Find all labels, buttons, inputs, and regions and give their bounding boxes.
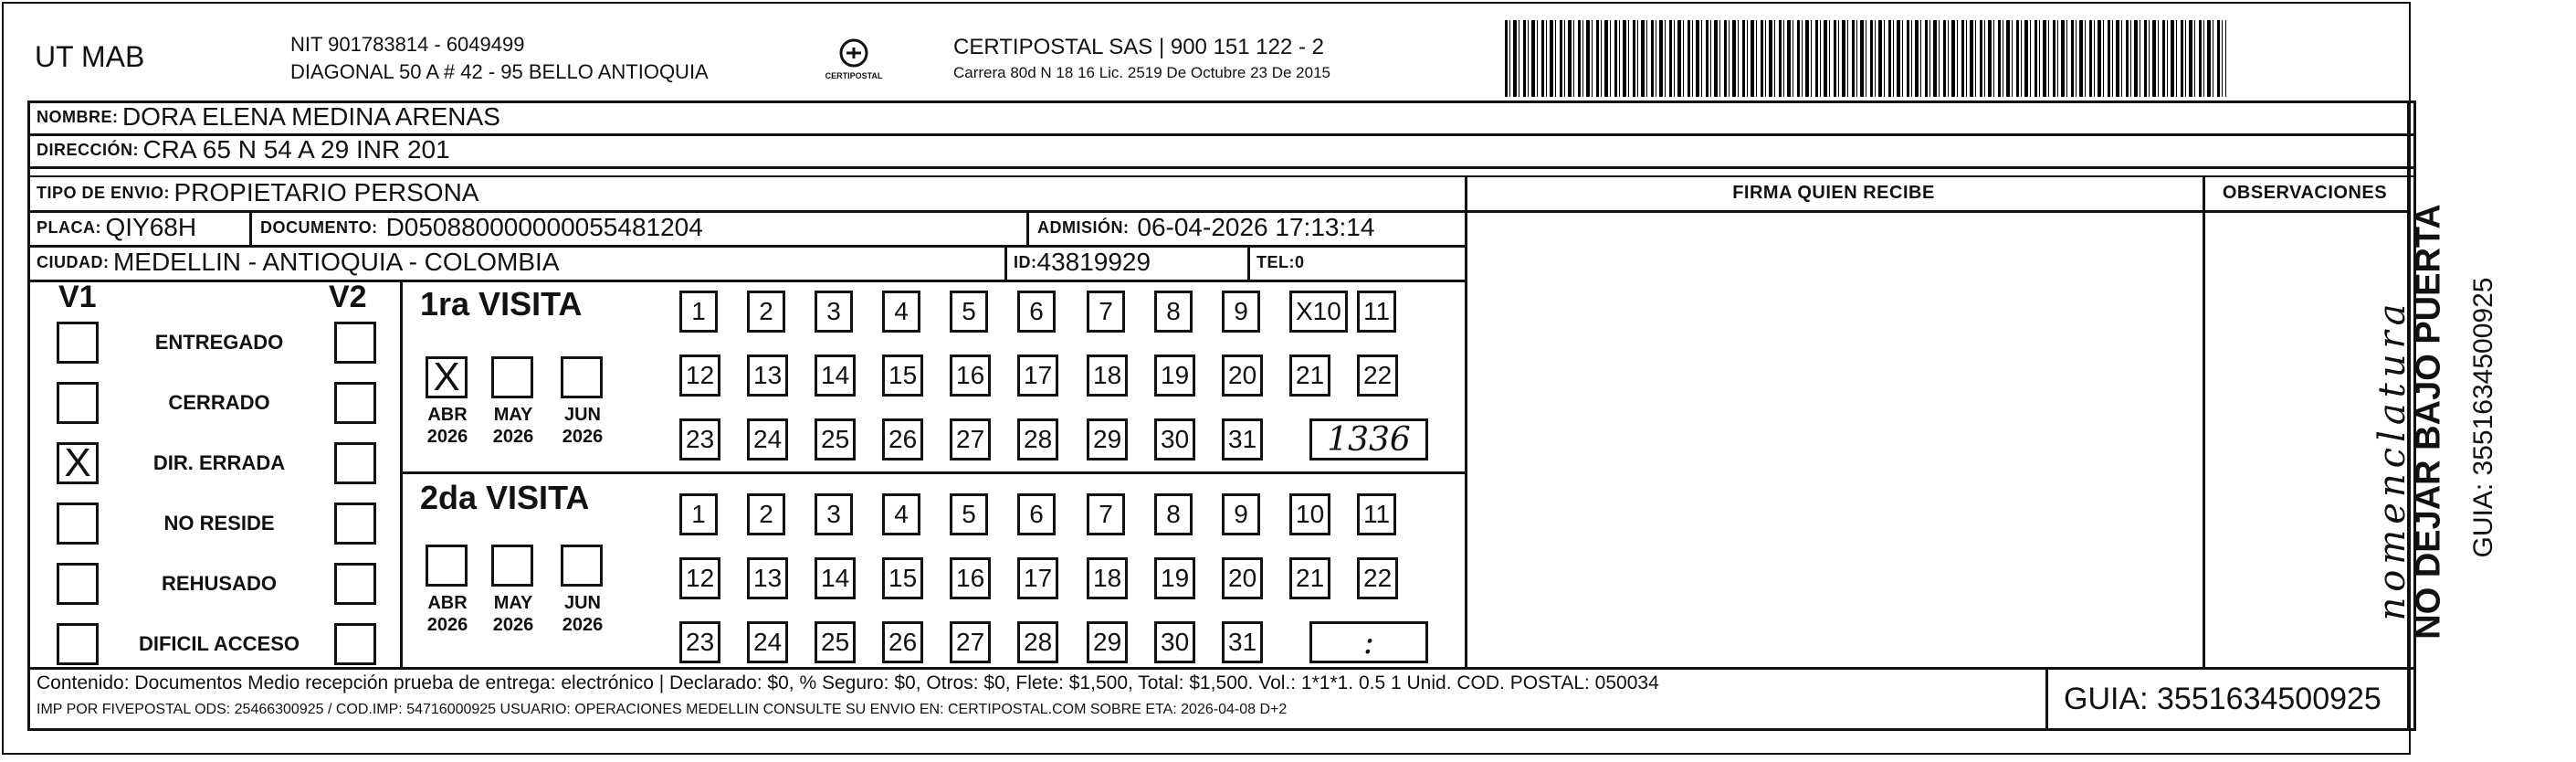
status-v1-checkbox[interactable]: X (57, 442, 99, 484)
footer-line1: Contenido: Documentos Medio recepción prueba de entrega: electrónico | Declarado: $0, % Seguro: $0, Otros: $0, Flete: $1,500, Total: $1,500. Vol.: 1*1*1. 0.5 1 Unid. COD. POSTAL: 050034 (37, 672, 1659, 693)
visit1-month-label: ABR (427, 405, 468, 425)
visit1-day-box[interactable]: 23 (679, 418, 720, 460)
visit2-day-box[interactable]: 21 (1289, 557, 1330, 599)
visit2-day-box[interactable]: 14 (815, 557, 856, 599)
status-label: DIR. ERRADA (152, 451, 286, 474)
visit1-title: 1ra VISITA (420, 285, 583, 323)
visit2-day-box[interactable]: 31 (1222, 621, 1263, 663)
visit2-day-box[interactable]: 17 (1017, 557, 1058, 599)
visit1-day-box[interactable]: 31 (1222, 418, 1263, 460)
visit2-day-box[interactable]: 27 (950, 621, 991, 663)
visit1-day-box[interactable]: 5 (950, 291, 988, 333)
visit2-month-checkbox[interactable] (426, 545, 468, 587)
visit1-day-box[interactable]: 14 (815, 355, 856, 397)
admision-label: ADMISIÓN: (1037, 217, 1130, 237)
sender-address: DIAGONAL 50 A # 42 - 95 BELLO ANTIOQUIA (290, 60, 709, 83)
visit2-day-box[interactable]: 3 (815, 493, 853, 535)
sender-nit: NIT 901783814 - 6049499 (290, 33, 525, 56)
status-v2-checkbox[interactable] (334, 442, 376, 484)
status-v2-checkbox[interactable] (334, 322, 376, 364)
visit2-day-box[interactable]: 16 (950, 557, 991, 599)
status-v1-checkbox[interactable] (57, 563, 99, 605)
status-v1-checkbox[interactable] (57, 623, 99, 665)
admision-value: 06-04-2026 17:13:14 (1137, 213, 1375, 241)
admision-cell (1037, 210, 1374, 245)
visit2-day-box[interactable]: 15 (882, 557, 923, 599)
visit1-day-box[interactable]: 29 (1087, 418, 1128, 460)
visit1-day-box[interactable]: 27 (950, 418, 991, 460)
visit1-month-label: JUN (563, 405, 601, 425)
nombre-row (37, 101, 500, 133)
visit1-day-box[interactable]: 7 (1087, 291, 1125, 333)
visit2-day-box[interactable]: 10 (1289, 493, 1330, 535)
status-label: ENTREGADO (154, 331, 284, 354)
visit2-day-box[interactable]: 1 (679, 493, 718, 535)
visit1-day-box[interactable]: 25 (815, 418, 856, 460)
visit2-day-box[interactable]: 8 (1154, 493, 1193, 535)
visit1-day-box[interactable]: 20 (1222, 355, 1263, 397)
visit1-day-box[interactable]: 18 (1087, 355, 1128, 397)
company-name: CERTIPOSTAL SAS | 900 151 122 - 2 (953, 35, 1324, 59)
visit1-month-label: MAY (493, 405, 533, 425)
status-v2-checkbox[interactable] (334, 563, 376, 605)
visit2-day-box[interactable]: 9 (1222, 493, 1260, 535)
visit1-day-box[interactable]: 4 (882, 291, 920, 333)
ciudad-label: CIUDAD: (37, 252, 110, 271)
visit1-day-box[interactable]: 9 (1222, 291, 1260, 333)
status-v2-checkbox[interactable] (334, 503, 376, 545)
visit2-day-box[interactable]: 30 (1154, 621, 1195, 663)
status-v1-checkbox[interactable] (57, 322, 99, 364)
barcode-icon (1505, 20, 2226, 97)
visit1-month-checkbox[interactable] (491, 356, 533, 398)
visit1-day-box[interactable]: 12 (679, 355, 720, 397)
status-label: REHUSADO (162, 572, 277, 595)
nombre-label: NOMBRE: (37, 107, 119, 126)
visit1-month-year: 2026 (562, 427, 604, 447)
visit1-day-box[interactable]: 17 (1017, 355, 1058, 397)
status-v1-checkbox[interactable] (57, 382, 99, 424)
visit2-month-label: MAY (493, 593, 533, 613)
visit1-day-box[interactable]: X10 (1289, 291, 1348, 333)
visit2-day-box[interactable]: 22 (1357, 557, 1398, 599)
tel-cell (1256, 245, 1305, 280)
visit2-day-box[interactable]: 23 (679, 621, 720, 663)
id-cell (1014, 245, 1151, 280)
visit2-day-box[interactable]: 24 (747, 621, 788, 663)
v1-label: V1 (58, 280, 97, 314)
id-value: 43819929 (1036, 248, 1151, 276)
placa-value: QIY68H (105, 213, 197, 241)
visit2-day-box[interactable]: 28 (1017, 621, 1058, 663)
visit2-month-year: 2026 (426, 615, 468, 635)
visit2-month-checkbox[interactable] (561, 545, 603, 587)
visit2-day-box[interactable]: 18 (1087, 557, 1128, 599)
visit1-month-year: 2026 (492, 427, 534, 447)
ciudad-value: MEDELLIN - ANTIOQUIA - COLOMBIA (112, 248, 560, 276)
visit1-time-box[interactable]: 1336 (1309, 418, 1428, 460)
documento-label: DOCUMENTO: (260, 217, 378, 237)
documento-cell (260, 210, 703, 245)
visit2-day-box[interactable]: 11 (1357, 493, 1396, 535)
visit2-month-label: ABR (427, 593, 468, 613)
footer-line2: IMP POR FIVEPOSTAL ODS: 25466300925 / COD.IMP: 54716000925 USUARIO: OPERACIONES MEDELLIN CONSULTE SU ENVIO EN: CERTIPOSTAL.COM SOBRE ETA: 2026-04-08 D+2 (37, 702, 1288, 717)
side-no-dejar-text: NO DEJAR BAJO PUERTA (2409, 204, 2448, 640)
certipostal-logo (817, 35, 890, 90)
visit2-month-year: 2026 (562, 615, 604, 635)
v2-label: V2 (329, 280, 367, 314)
visit1-day-box[interactable]: 21 (1289, 355, 1330, 397)
ciudad-cell (37, 245, 560, 280)
visit2-day-box[interactable]: 7 (1087, 493, 1125, 535)
visit2-title: 2da VISITA (420, 479, 590, 516)
footer-guia: GUIA: 3551634500925 (2064, 682, 2381, 716)
direccion-value: CRA 65 N 54 A 29 INR 201 (142, 135, 450, 164)
visit1-day-box[interactable]: 16 (950, 355, 991, 397)
visit2-day-box[interactable]: 2 (747, 493, 785, 535)
id-label: ID: (1014, 252, 1037, 271)
tipo-value: PROPIETARIO PERSONA (173, 178, 479, 206)
visit1-day-box[interactable]: 24 (747, 418, 788, 460)
visit2-day-box[interactable]: 4 (882, 493, 920, 535)
tel-label: TEL: (1256, 252, 1295, 271)
visit2-day-box[interactable]: 12 (679, 557, 720, 599)
placa-cell (37, 210, 196, 245)
visit2-day-box[interactable]: 25 (815, 621, 856, 663)
visit2-day-box[interactable]: 26 (882, 621, 923, 663)
logo-icon (817, 35, 890, 90)
status-label: NO RESIDE (163, 512, 275, 534)
direccion-row (37, 133, 450, 166)
status-v1-checkbox[interactable] (57, 503, 99, 545)
visit1-day-box[interactable]: 3 (815, 291, 853, 333)
visit2-month-year: 2026 (492, 615, 534, 635)
visit2-month-checkbox[interactable] (491, 545, 533, 587)
visit1-day-box[interactable]: 2 (747, 291, 785, 333)
tel-value: 0 (1295, 252, 1305, 271)
tipo-row (37, 175, 478, 210)
visit2-month-label: JUN (563, 593, 601, 613)
visit1-month-checkbox[interactable] (561, 356, 603, 398)
observaciones-handwriting: nomenclatura (2371, 298, 2413, 621)
tipo-label: TIPO DE ENVIO: (37, 183, 171, 202)
visit1-month-checkbox[interactable]: X (426, 356, 468, 398)
visit1-day-box[interactable]: 15 (882, 355, 923, 397)
documento-value: D050880000000055481204 (385, 213, 703, 241)
visit1-day-box[interactable]: 13 (747, 355, 788, 397)
visit1-day-box[interactable]: 26 (882, 418, 923, 460)
visit2-day-box[interactable]: 5 (950, 493, 988, 535)
status-v2-checkbox[interactable] (334, 382, 376, 424)
nombre-value: DORA ELENA MEDINA ARENAS (121, 102, 500, 131)
visit2-day-box[interactable]: 20 (1222, 557, 1263, 599)
visit1-day-box[interactable]: 1 (679, 291, 718, 333)
visit2-day-box[interactable]: 19 (1154, 557, 1195, 599)
placa-label: PLACA: (37, 217, 101, 237)
visit1-day-box[interactable]: 19 (1154, 355, 1195, 397)
visit2-day-box[interactable]: 29 (1087, 621, 1128, 663)
visit2-day-box[interactable]: 13 (747, 557, 788, 599)
firma-label: FIRMA QUIEN RECIBE (1732, 182, 1935, 203)
visit1-month-year: 2026 (426, 427, 468, 447)
status-v2-checkbox[interactable] (334, 623, 376, 665)
visit2-day-box[interactable]: 6 (1017, 493, 1056, 535)
company-address: Carrera 80d N 18 16 Lic. 2519 De Octubre 23 De 2015 (953, 64, 1330, 81)
visit1-day-box[interactable]: 28 (1017, 418, 1058, 460)
visit1-day-box[interactable]: 8 (1154, 291, 1193, 333)
status-label: DIFICIL ACCESO (138, 632, 300, 655)
visit1-day-box[interactable]: 22 (1357, 355, 1398, 397)
status-label: CERRADO (168, 391, 270, 414)
observaciones-label: OBSERVACIONES (2222, 182, 2388, 203)
direccion-label: DIRECCIÓN: (37, 140, 139, 159)
visit1-day-box[interactable]: 30 (1154, 418, 1195, 460)
visit1-day-box[interactable]: 11 (1357, 291, 1396, 333)
logo-text: CERTIPOSTAL (825, 71, 883, 80)
sender-name: UT MAB (35, 40, 145, 73)
visit2-time-box[interactable]: : (1309, 621, 1428, 663)
visit1-day-box[interactable]: 6 (1017, 291, 1056, 333)
side-guia-text: GUIA: 3551634500925 (2468, 277, 2498, 558)
